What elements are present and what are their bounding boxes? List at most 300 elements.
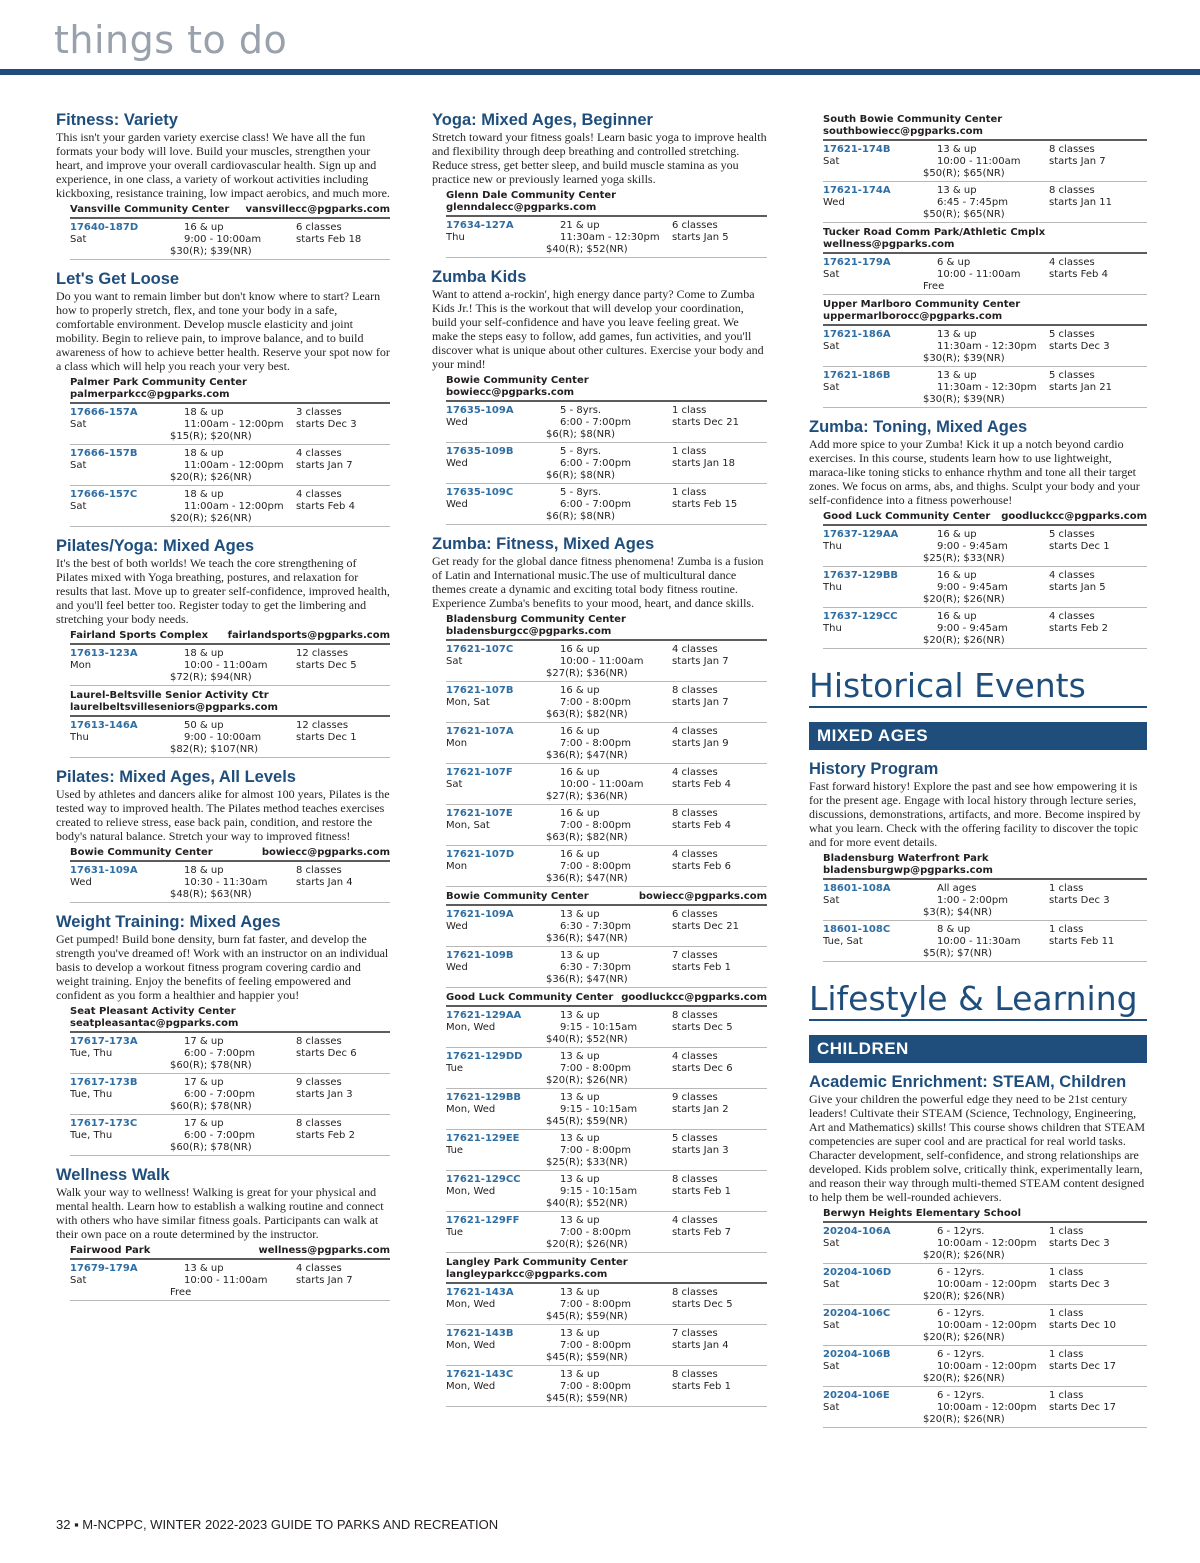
class-time: 11:00am - 12:00pm (184, 501, 284, 512)
class-count: 4 classes (1049, 570, 1095, 581)
class-code-cell (446, 726, 558, 750)
class-code-cell (823, 257, 935, 281)
class-code-link[interactable]: 17621-129EE (446, 1133, 520, 1144)
class-code-link[interactable]: 18601-108A (823, 883, 891, 894)
class-details-cell (546, 1010, 767, 1046)
class-code-cell (70, 489, 182, 513)
location-name: Vansville Community Center (70, 204, 230, 215)
location-header (56, 204, 390, 216)
class-code-link[interactable]: 17635-109B (446, 446, 514, 457)
class-code-cell (823, 924, 935, 948)
class-code-cell (446, 220, 558, 244)
class-age: 16 & up (184, 222, 224, 233)
class-code-link[interactable]: 18601-108C (823, 924, 891, 935)
location-email[interactable]: southbowiecc@pgparks.com (823, 126, 983, 137)
location-name: Tucker Road Comm Park/Athletic Cmplx (823, 227, 1046, 238)
class-time: 7:00 - 8:00pm (560, 738, 631, 749)
class-row (823, 326, 1147, 367)
class-code-cell (70, 448, 182, 472)
class-days: Mon (446, 738, 468, 749)
location-email[interactable]: bowiecc@pgparks.com (261, 847, 390, 858)
class-row (70, 1115, 390, 1156)
column-1 (56, 110, 390, 1301)
class-code-link[interactable]: 17679-179A (70, 1263, 138, 1274)
class-code-cell (70, 1263, 182, 1287)
section-title: Pilates/Yoga: Mixed Ages (56, 537, 255, 555)
class-age: 6 & up (937, 257, 971, 268)
class-time: 10:00 - 11:00am (560, 779, 644, 790)
class-time: 6:00 - 7:00pm (184, 1130, 255, 1141)
location-header (56, 690, 390, 714)
class-schedule-cell (1049, 329, 1110, 353)
section-description: Get ready for the global dance fitness phenomena! Zumba is a fusion of Latin and International music.The use of multicultural dance themes create a dynamic and exciting total body fitness routine. Experience Zumba's benefits to your mood, heart, and dance skills. (432, 554, 764, 610)
class-code-link[interactable]: 17613-123A (70, 648, 138, 659)
class-row (446, 764, 767, 805)
class-code-cell (446, 1133, 558, 1157)
class-days: Sat (823, 1361, 840, 1372)
class-code-cell (446, 950, 558, 974)
location-header (809, 227, 1147, 251)
class-count: 1 class (1049, 1390, 1084, 1401)
location-name: Bladensburg Waterfront Park (823, 853, 989, 864)
section-title: Academic Enrichment: STEAM, Children (809, 1073, 1127, 1091)
class-code-link[interactable]: 17666-157B (70, 448, 138, 459)
class-start: starts Dec 5 (672, 1022, 733, 1033)
class-schedule-cell (1049, 1390, 1116, 1414)
class-code-link[interactable]: 17621-107C (446, 644, 514, 655)
class-code-link[interactable]: 17617-173C (70, 1118, 138, 1129)
class-row (70, 404, 390, 445)
location-email[interactable]: bladensburgwp@pgparks.com (823, 865, 993, 876)
class-code-link[interactable]: 17631-109A (70, 865, 138, 876)
location-email[interactable]: vansvillecc@pgparks.com (245, 204, 390, 215)
class-code-link[interactable]: 17635-109A (446, 405, 514, 416)
class-code-cell (823, 570, 935, 594)
class-code-link[interactable]: 17621-179A (823, 257, 891, 268)
section-description: Fast forward history! Explore the past and see how empowering it is for the present age. Engage with local history through lecture series, discussions, demonstrations, artifacts, and more. Become inspired by what you learn. Check with the offering facility to discover the topic and for more event details. (809, 779, 1141, 849)
class-details-cell (546, 1215, 767, 1251)
class-days: Tue, Thu (70, 1089, 113, 1100)
location-email[interactable]: wellness@pgparks.com (823, 239, 955, 250)
class-section (809, 760, 1147, 962)
location-name: Upper Marlboro Community Center (823, 299, 1021, 310)
class-days: Mon, Sat (446, 820, 490, 831)
class-count: 7 classes (672, 950, 718, 961)
location-email[interactable]: fairlandsports@pgparks.com (227, 630, 390, 641)
class-code-link[interactable]: 17621-129CC (446, 1174, 521, 1185)
class-schedule-cell (672, 1369, 731, 1393)
class-days: Wed (446, 499, 468, 510)
class-schedule-cell (672, 1133, 729, 1157)
class-start: starts Dec 3 (1049, 895, 1110, 906)
class-time: 9:00 - 9:45am (937, 623, 1008, 634)
class-start: starts Dec 6 (672, 1063, 733, 1074)
class-code-link[interactable]: 17637-129BB (823, 570, 899, 581)
class-start: starts Feb 18 (296, 234, 362, 245)
location-email[interactable]: wellness@pgparks.com (258, 1245, 390, 1256)
class-schedule-cell (672, 909, 739, 933)
class-start: starts Jan 5 (672, 232, 729, 243)
class-schedule-cell (672, 1174, 731, 1198)
class-code-link[interactable]: 20204-106B (823, 1349, 891, 1360)
class-count: 8 classes (672, 808, 718, 819)
class-schedule-cell (672, 1051, 733, 1075)
class-details-cell (546, 950, 767, 986)
class-details-cell (170, 1118, 390, 1154)
class-code-link[interactable]: 17621-186A (823, 329, 891, 340)
class-code-cell (823, 329, 935, 353)
class-count: 8 classes (672, 685, 718, 696)
class-start: starts Feb 2 (296, 1130, 355, 1141)
class-days: Sat (823, 156, 840, 167)
class-start: starts Feb 6 (672, 861, 731, 872)
class-code-link[interactable]: 17621-107E (446, 808, 513, 819)
class-count: 8 classes (672, 1174, 718, 1185)
location-email[interactable]: langleyparkcc@pgparks.com (446, 1269, 608, 1280)
location-email[interactable]: goodluckcc@pgparks.com (621, 992, 767, 1003)
class-section (56, 270, 390, 527)
class-row (446, 1325, 767, 1366)
class-count: 1 class (1049, 1349, 1084, 1360)
location-name: Seat Pleasant Activity Center (70, 1006, 236, 1017)
class-age: 13 & up (560, 1215, 600, 1226)
class-row (823, 1387, 1147, 1428)
class-code-link[interactable]: 17621-143A (446, 1287, 514, 1298)
class-age: 18 & up (184, 489, 224, 500)
section-title: Yoga: Mixed Ages, Beginner (432, 111, 653, 129)
class-start: starts Jan 7 (296, 460, 353, 471)
class-age: 6 - 12yrs. (937, 1308, 985, 1319)
class-time: 7:00 - 8:00pm (560, 1299, 631, 1310)
class-time: 7:00 - 8:00pm (560, 1145, 631, 1156)
class-schedule-cell (296, 1036, 357, 1060)
class-days: Sat (70, 460, 87, 471)
class-time: 9:00 - 10:00am (184, 732, 262, 743)
class-code-link[interactable]: 17617-173A (70, 1036, 138, 1047)
section-description: Get pumped! Build bone density, burn fat faster, and develop the strength you've dreamed of! Work with an instructor on an individual basis to develop a workout fitness program covering cardio and weight training. Enjoy the benefits of feeling empowered and confident as you form a healthier and happier you! (56, 932, 389, 1002)
class-count: 12 classes (296, 720, 349, 731)
class-start: starts Dec 5 (296, 660, 357, 671)
class-fee: $30(R); $39(NR) (170, 246, 252, 257)
class-code-link[interactable]: 20204-106E (823, 1390, 890, 1401)
class-count: 4 classes (1049, 611, 1095, 622)
class-row (446, 682, 767, 723)
class-code-cell (823, 1308, 935, 1332)
class-days: Mon, Wed (446, 1381, 496, 1392)
section-description: Want to attend a-rockin', high energy dance party? Come to Zumba Kids Jr.! This is the workout that will develop your coordination, build your self-confidence and have you leave feeling great. We make the steps easy to follow, add games, fun activities, and you'll discover what is unique about other cultures. Exercise your body and your mind! (432, 287, 764, 371)
class-age: 13 & up (560, 1010, 600, 1021)
class-details-cell (546, 808, 767, 844)
class-days: Wed (446, 417, 468, 428)
class-row (823, 367, 1147, 408)
class-count: 1 class (1049, 924, 1084, 935)
location-name: Fairwood Park (70, 1245, 151, 1256)
class-row (446, 484, 767, 525)
class-count: 5 classes (1049, 329, 1095, 340)
class-schedule-cell (1049, 1349, 1116, 1373)
class-time: 6:00 - 7:00pm (560, 499, 631, 510)
class-code-link[interactable]: 17637-129CC (823, 611, 898, 622)
class-age: 13 & up (937, 144, 977, 155)
location-email[interactable]: bladensburgcc@pgparks.com (446, 626, 612, 637)
location-email[interactable]: seatpleasantac@pgparks.com (70, 1018, 239, 1029)
class-age: 13 & up (560, 1174, 600, 1185)
class-fee: $48(R); $63(NR) (170, 889, 252, 900)
section-title: Zumba: Fitness, Mixed Ages (432, 535, 655, 553)
class-start: starts Dec 21 (672, 417, 739, 428)
class-schedule-cell (1049, 144, 1106, 168)
class-start: starts Jan 21 (1049, 382, 1112, 393)
class-code-link[interactable]: 17621-129BB (446, 1092, 522, 1103)
class-code-link[interactable]: 17617-173B (70, 1077, 138, 1088)
class-code-link[interactable]: 17640-187D (70, 222, 139, 233)
class-schedule-cell (1049, 1308, 1116, 1332)
class-code-link[interactable]: 17637-129AA (823, 529, 899, 540)
class-days: Tue, Thu (70, 1130, 113, 1141)
class-age: 13 & up (560, 1328, 600, 1339)
class-code-cell (446, 1215, 558, 1239)
class-fee: $45(R); $59(NR) (546, 1393, 628, 1404)
class-details-cell (923, 924, 1147, 960)
class-details-cell (546, 726, 767, 762)
class-start: starts Dec 1 (296, 732, 357, 743)
location-email[interactable]: bowiecc@pgparks.com (446, 387, 575, 398)
class-row (446, 1007, 767, 1048)
class-row (70, 1033, 390, 1074)
class-time: 9:00 - 9:45am (937, 582, 1008, 593)
class-fee: $25(R); $33(NR) (923, 553, 1005, 564)
location-name: Palmer Park Community Center (70, 377, 247, 388)
location-name: Bowie Community Center (70, 847, 213, 858)
class-count: 8 classes (672, 1369, 718, 1380)
class-code-cell (823, 185, 935, 209)
class-fee: $6(R); $8(NR) (546, 429, 615, 440)
class-age: 5 - 8yrs. (560, 446, 602, 457)
class-time: 10:00 - 11:00am (184, 1275, 268, 1286)
page-footer: 32 ▪ M-NCPPC, WINTER 2022-2023 GUIDE TO PARKS AND RECREATION (56, 1517, 499, 1532)
location-header (432, 375, 767, 399)
class-code-cell (823, 370, 935, 394)
class-code-link[interactable]: 17634-127A (446, 220, 514, 231)
location-name: Laurel-Beltsville Senior Activity Ctr (70, 690, 269, 701)
class-section (809, 114, 1147, 408)
class-schedule-cell (296, 648, 357, 672)
class-code-link[interactable]: 17621-107B (446, 685, 514, 696)
class-days: Thu (70, 732, 89, 743)
class-days: Tue, Thu (70, 1048, 113, 1059)
location-header (432, 992, 767, 1004)
class-days: Sat (823, 1238, 840, 1249)
location-email[interactable]: glenndalecc@pgparks.com (446, 202, 597, 213)
location-email[interactable]: palmerparkcc@pgparks.com (70, 389, 230, 400)
class-details-cell (170, 648, 390, 684)
class-start: starts Jan 9 (672, 738, 729, 749)
class-code-link[interactable]: 17621-143B (446, 1328, 514, 1339)
class-count: 3 classes (296, 407, 342, 418)
class-schedule-cell (1049, 529, 1110, 553)
class-age: 16 & up (560, 849, 600, 860)
section-title: History Program (809, 760, 939, 778)
class-age: 50 & up (184, 720, 224, 731)
class-age: 13 & up (937, 329, 977, 340)
class-details-cell (923, 1267, 1147, 1303)
class-count: 8 classes (672, 1010, 718, 1021)
header-rule (0, 69, 1200, 75)
location-name: Good Luck Community Center (446, 992, 614, 1003)
class-start: starts Dec 1 (1049, 541, 1110, 552)
class-start: starts Jan 2 (672, 1104, 729, 1115)
class-time: 10:00 - 11:00am (184, 660, 268, 671)
class-count: 4 classes (296, 448, 342, 459)
class-code-cell (70, 865, 182, 889)
class-fee: $40(R); $52(NR) (546, 1198, 628, 1209)
class-code-link[interactable]: 17621-107A (446, 726, 514, 737)
class-start: starts Feb 1 (672, 1186, 731, 1197)
class-fee: $60(R); $78(NR) (170, 1060, 252, 1071)
class-fee: Free (170, 1287, 192, 1298)
class-code-link[interactable]: 17621-186B (823, 370, 891, 381)
class-code-link[interactable]: 17621-107D (446, 849, 515, 860)
location-header (809, 853, 1147, 877)
class-time: 11:30am - 12:30pm (937, 382, 1037, 393)
class-start: starts Feb 11 (1049, 936, 1115, 947)
class-age: 13 & up (560, 909, 600, 920)
class-code-link[interactable]: 17621-129FF (446, 1215, 520, 1226)
class-days: Tue (446, 1145, 464, 1156)
class-code-link[interactable]: 17613-146A (70, 720, 138, 731)
class-code-link[interactable]: 17621-143C (446, 1369, 514, 1380)
class-start: starts Jan 7 (672, 697, 729, 708)
class-start: starts Jan 11 (1049, 197, 1112, 208)
class-row (446, 947, 767, 988)
class-code-link[interactable]: 17621-109A (446, 909, 514, 920)
class-time: 7:00 - 8:00pm (560, 697, 631, 708)
class-start: starts Dec 3 (296, 419, 357, 430)
class-start: starts Jan 3 (672, 1145, 729, 1156)
class-schedule-cell (1049, 1267, 1110, 1291)
location-email[interactable]: laurelbeltsvilleseniors@pgparks.com (70, 702, 278, 713)
class-fee: $82(R); $107(NR) (170, 744, 259, 755)
class-code-link[interactable]: 17621-129DD (446, 1051, 523, 1062)
location-email[interactable]: bowiecc@pgparks.com (638, 891, 767, 902)
class-age: 17 & up (184, 1118, 224, 1129)
class-days: Thu (823, 623, 842, 634)
class-time: 7:00 - 8:00pm (560, 1227, 631, 1238)
class-start: starts Dec 10 (1049, 1320, 1116, 1331)
class-code-cell (446, 1051, 558, 1075)
page-header (0, 0, 1200, 78)
class-count: 6 classes (296, 222, 342, 233)
class-days: Wed (446, 962, 468, 973)
class-age: 18 & up (184, 448, 224, 459)
class-time: 10:00am - 12:00pm (937, 1279, 1037, 1290)
class-count: 9 classes (296, 1077, 342, 1088)
class-code-link[interactable]: 17635-109C (446, 487, 514, 498)
class-schedule-cell (672, 220, 729, 244)
class-days: Wed (70, 877, 92, 888)
location-email[interactable]: uppermarlborocc@pgparks.com (823, 311, 1003, 322)
location-name: South Bowie Community Center (823, 114, 1003, 125)
class-days: Thu (446, 232, 465, 243)
class-age: 16 & up (560, 808, 600, 819)
class-count: 4 classes (296, 489, 342, 500)
class-details-cell (546, 1092, 767, 1128)
class-start: starts Jan 4 (296, 877, 353, 888)
class-fee: $30(R); $39(NR) (923, 353, 1005, 364)
class-code-link[interactable]: 17621-174B (823, 144, 891, 155)
class-count: 4 classes (672, 726, 718, 737)
class-schedule-cell (296, 1118, 355, 1142)
location-header (432, 891, 767, 903)
class-age: 21 & up (560, 220, 600, 231)
class-schedule-cell (672, 1010, 733, 1034)
class-details-cell (546, 1051, 767, 1087)
class-count: 6 classes (672, 220, 718, 231)
class-code-link[interactable]: 17666-157A (70, 407, 138, 418)
class-code-link[interactable]: 17621-109B (446, 950, 514, 961)
class-days: Sat (823, 895, 840, 906)
class-fee: $60(R); $78(NR) (170, 1142, 252, 1153)
class-row (823, 880, 1147, 921)
class-code-link[interactable]: 20204-106D (823, 1267, 892, 1278)
class-count: 4 classes (672, 849, 718, 860)
class-schedule-cell (672, 1287, 733, 1311)
class-code-link[interactable]: 20204-106A (823, 1226, 891, 1237)
class-code-link[interactable]: 17621-174A (823, 185, 891, 196)
class-fee: $25(R); $33(NR) (546, 1157, 628, 1168)
location-name: Langley Park Community Center (446, 1257, 628, 1268)
class-row (823, 1264, 1147, 1305)
class-age: 13 & up (560, 1092, 600, 1103)
class-time: 9:15 - 10:15am (560, 1186, 638, 1197)
class-count: 1 class (672, 405, 707, 416)
class-schedule-cell (1049, 924, 1114, 948)
class-code-cell (70, 1036, 182, 1060)
class-start: starts Dec 3 (1049, 1238, 1110, 1249)
class-time: 9:15 - 10:15am (560, 1022, 638, 1033)
class-age: 16 & up (937, 570, 977, 581)
class-details-cell (546, 220, 767, 256)
class-fee: Free (923, 281, 945, 292)
location-email[interactable]: goodluckcc@pgparks.com (1001, 511, 1147, 522)
class-fee: $45(R); $59(NR) (546, 1352, 628, 1363)
class-code-link[interactable]: 20204-106C (823, 1308, 891, 1319)
section-description: Used by athletes and dancers alike for almost 100 years, Pilates is the tested way to improved health. The Pilates method teaches exercises created to relieve stress, ease back pain, condition, and restore the body's natural balance. Stretch your way to improved fitness! (56, 787, 390, 843)
section-title: Zumba Kids (432, 268, 527, 286)
class-code-link[interactable]: 17621-107F (446, 767, 513, 778)
class-days: Mon, Sat (446, 697, 490, 708)
class-count: 6 classes (672, 909, 718, 920)
class-fee: $30(R); $39(NR) (923, 394, 1005, 405)
class-start: starts Jan 3 (296, 1089, 353, 1100)
class-count: 8 classes (296, 1036, 342, 1047)
class-count: 4 classes (1049, 257, 1095, 268)
page-title: things to do (54, 18, 288, 62)
class-details-cell (923, 883, 1147, 919)
class-fee: $20(R); $26(NR) (923, 594, 1005, 605)
class-details-cell (546, 685, 767, 721)
class-code-link[interactable]: 17666-157C (70, 489, 138, 500)
class-section (432, 535, 767, 1407)
class-row (823, 141, 1147, 182)
class-age: 16 & up (937, 529, 977, 540)
class-age: 18 & up (184, 648, 224, 659)
class-section (56, 111, 390, 260)
class-time: 10:00am - 12:00pm (937, 1320, 1037, 1331)
class-time: 6:30 - 7:30pm (560, 921, 631, 932)
class-code-link[interactable]: 17621-129AA (446, 1010, 522, 1021)
class-days: Mon, Wed (446, 1022, 496, 1033)
